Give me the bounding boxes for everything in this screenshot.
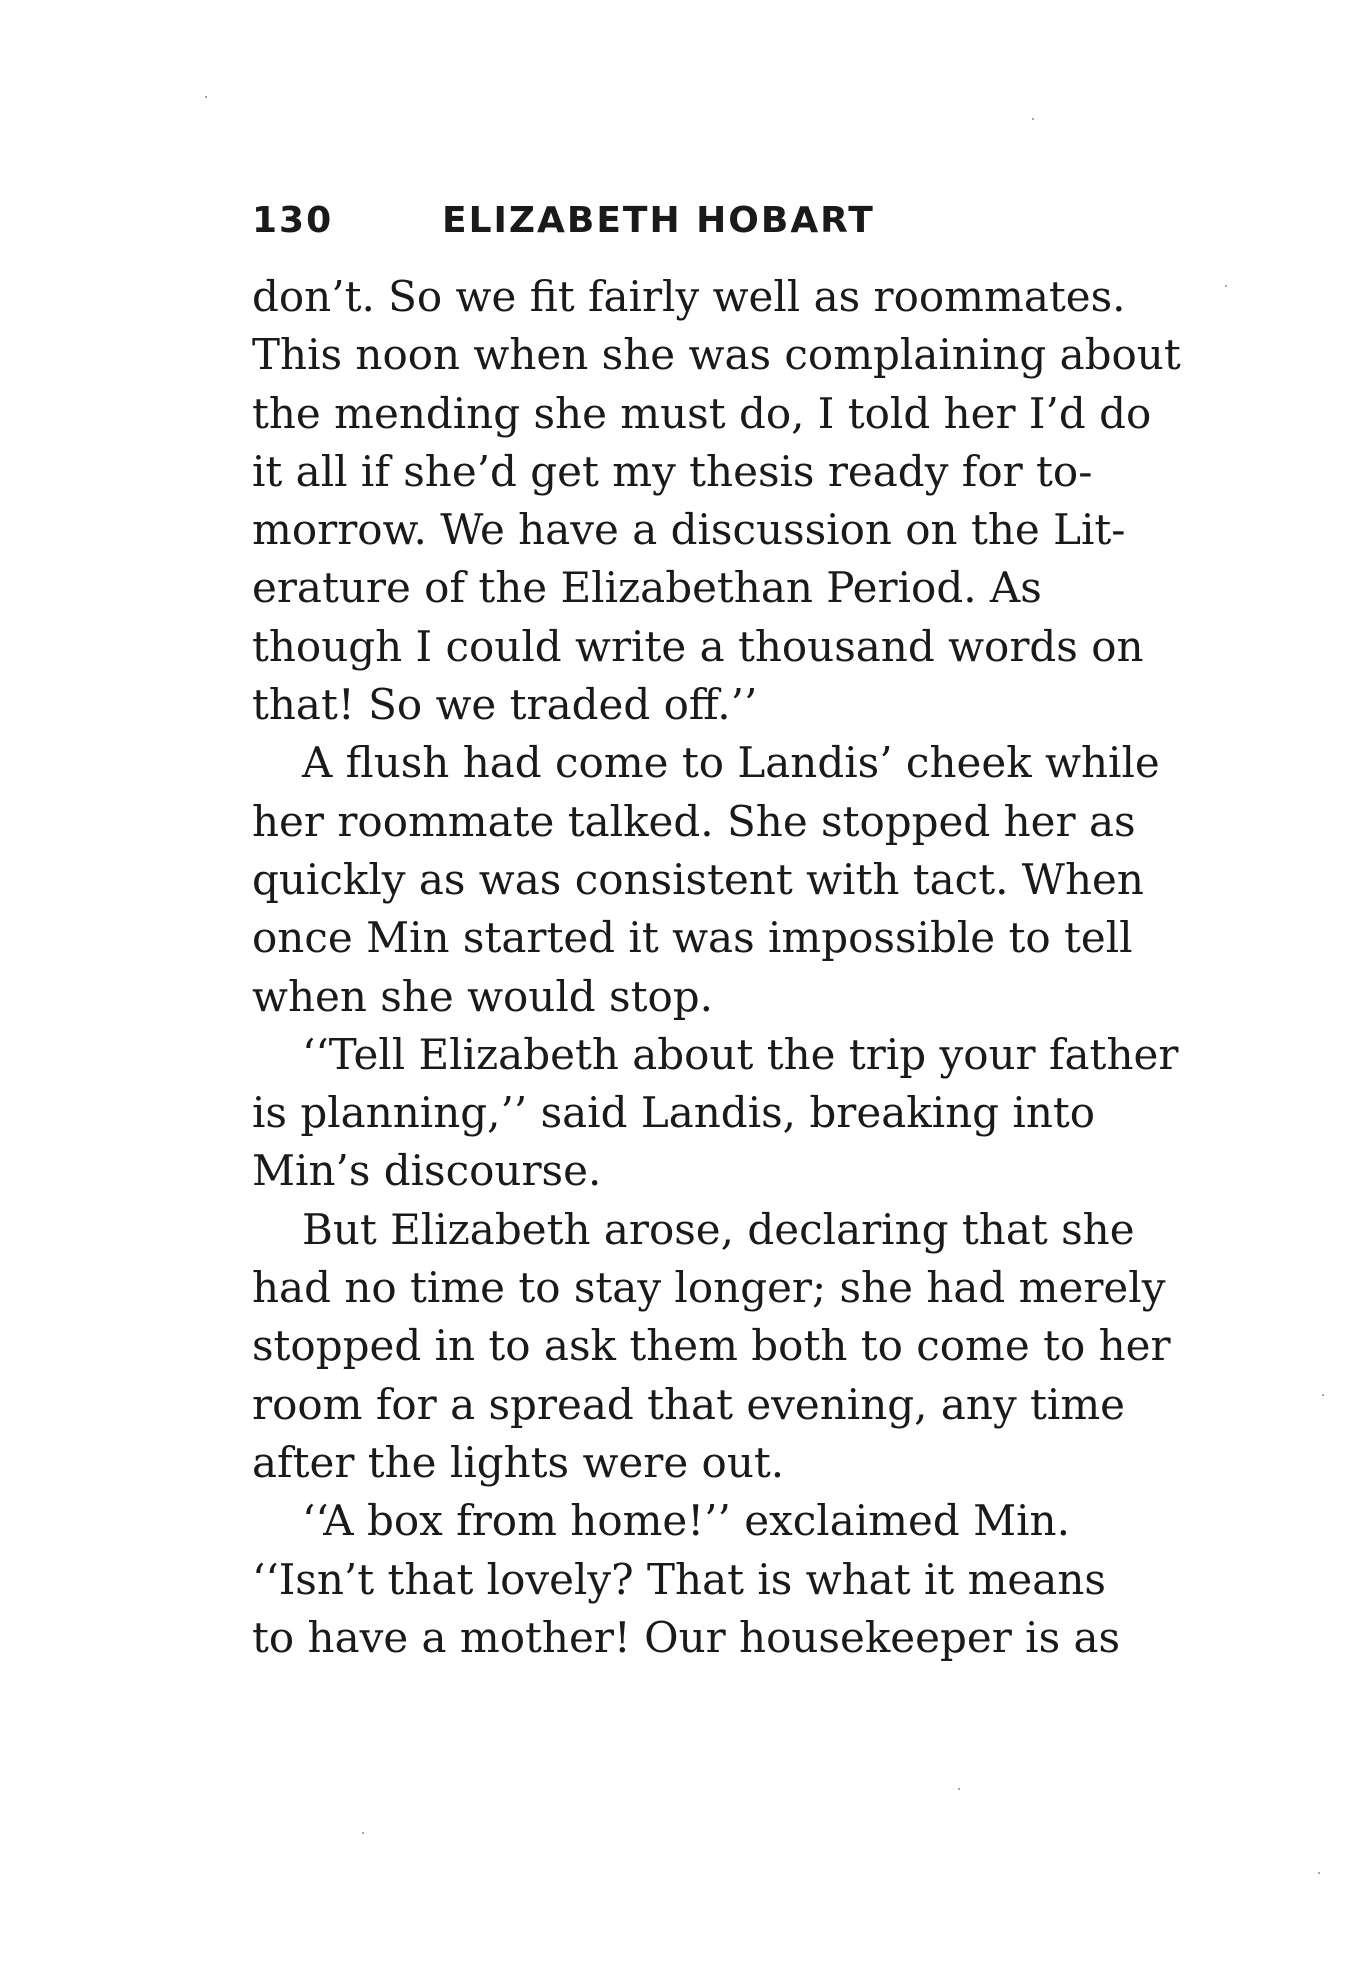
- paper-speck: [362, 1832, 364, 1834]
- body-text: [252, 268, 1252, 1667]
- text-line: when she would stop.: [252, 971, 713, 1021]
- text-line: This noon when she was complaining about: [252, 330, 1181, 380]
- text-line: her roommate talked. She stopped her as: [252, 796, 1136, 846]
- text-line: don’t. So we fit fairly well as roommates.: [252, 272, 1126, 321]
- text-line: the mending she must do, I told her I’d do: [252, 388, 1152, 438]
- text-line: had no time to stay longer; she had merely: [252, 1263, 1166, 1313]
- paragraph-start-line: ‘‘A box from home!’’ exclaimed Min.: [302, 1496, 1070, 1546]
- text-line: after the lights were out.: [252, 1437, 785, 1487]
- text-line: that! So we traded off.’’: [252, 680, 758, 730]
- book-title: ELIZABETH HOBART: [442, 200, 875, 241]
- paragraph-start-line: A flush had come to Landis’ cheek while: [302, 738, 1160, 788]
- running-head: [252, 200, 1004, 254]
- text-line: to have a mother! Our housekeeper is as: [252, 1612, 1121, 1662]
- text-line: quickly as was consistent with tact. When: [252, 854, 1144, 904]
- text-line: ‘‘Isn’t that lovely? That is what it means: [252, 1554, 1106, 1604]
- text-line: though I could write a thousand words on: [252, 621, 1144, 671]
- paragraph-start-line: ‘‘Tell Elizabeth about the trip your father: [302, 1029, 1179, 1079]
- text-line: once Min started it was impossible to tell: [252, 913, 1133, 963]
- paper-speck: [1318, 1872, 1320, 1874]
- text-line: Min’s discourse.: [252, 1146, 602, 1196]
- page-number: 130: [252, 200, 334, 241]
- paper-speck: [1322, 1394, 1324, 1396]
- paper-speck: [958, 1788, 960, 1790]
- paper-speck: [1032, 118, 1034, 120]
- text-line: stopped in to ask them both to come to her: [252, 1321, 1171, 1371]
- text-line: morrow. We have a discussion on the Lit-: [252, 505, 1126, 555]
- text-line: room for a spread that evening, any time: [252, 1379, 1126, 1429]
- text-line: is planning,’’ said Landis, breaking into: [252, 1088, 1096, 1138]
- text-line: erature of the Elizabethan Period. As: [252, 563, 1042, 613]
- paper-speck: [1225, 285, 1227, 287]
- text-line: it all if she’d get my thesis ready for to-: [252, 446, 1093, 496]
- paper-speck: [205, 96, 207, 98]
- paragraph-start-line: But Elizabeth arose, declaring that she: [302, 1204, 1135, 1254]
